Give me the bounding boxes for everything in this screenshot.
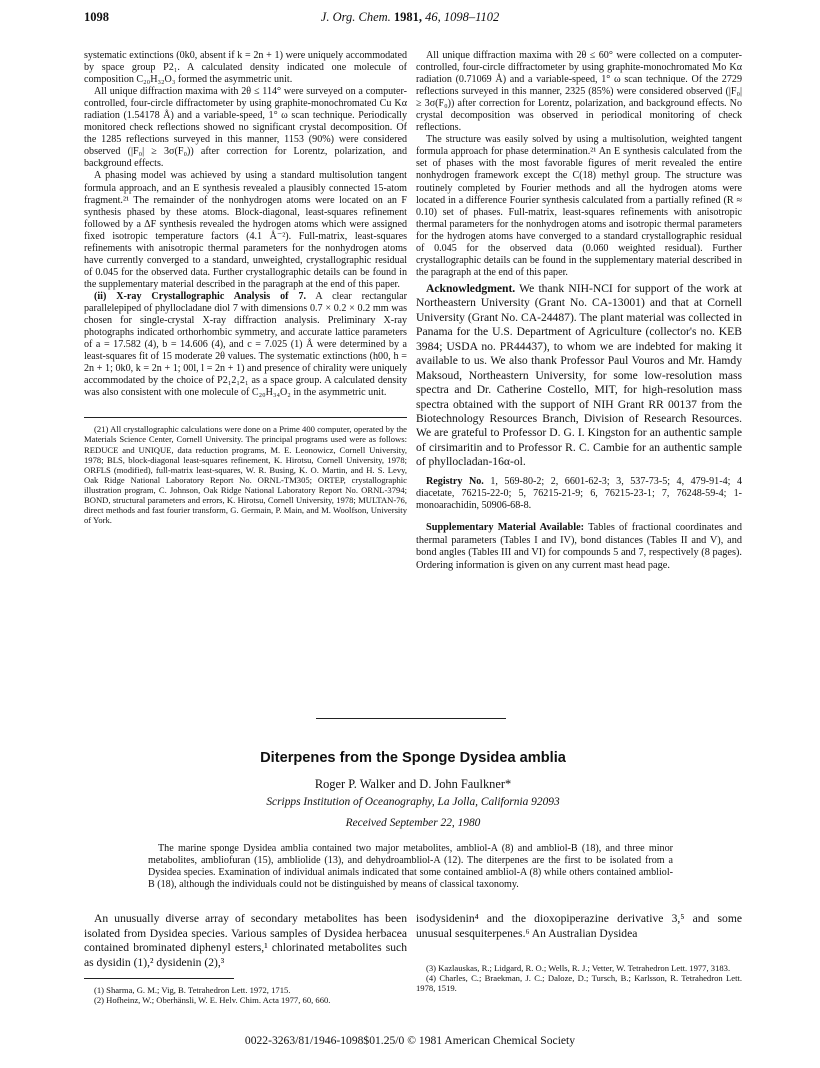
received-date: Received September 22, 1980 <box>345 817 481 829</box>
footnote-rule <box>84 978 234 979</box>
paragraph: The structure was easily solved by using a multisolution, weighted tangent formula approach for phase determination.²¹ An E synthesis calculated from the set of phases with the most favorable figures of merit revealed the entire nonhydrogen framework except the C(18) methyl group. The structure was routinely completed by Fourier methods and all the hydrogen atoms were located in a difference Fourier synthesis calculated from a partially refined (R ≈ 0.10) set of phases. Full-matrix, least-squares refinements with anisotropic thermal parameters for the nonhydrogen atoms and isotropic thermal parameters for the hydrogen atoms have converged to a standard crystallographic residual of 0.045 for the observed data (0.060 weighted residual). Further crystallographic details can be found in the supplementary material described in the paragraph at the end of this paper. <box>416 134 742 278</box>
footnote-3: (3) Kazlauskas, R.; Lidgard, R. O.; Wells, R. J.; Vetter, W. Tetrahedron Lett. 1977, 3183. <box>426 963 731 973</box>
footnote-4: (4) Charles, C.; Braekman, J. C.; Daloze, D.; Tursch, B.; Karlsson, R. Tetrahedron Lett. 1978, 1519. <box>416 973 742 994</box>
journal-citation: J. Org. Chem. 1981, 46, 1098–1102 <box>320 10 500 24</box>
paragraph: systematic extinctions (0k0, absent if k = 2n + 1) were uniquely accommodated by space group P2₁. A calculated density indicated one molecule of composition C₂₀H₃₂O₃ formed the asymmetric unit. <box>84 50 407 86</box>
right-column <box>416 50 742 572</box>
footnote-rule <box>84 417 407 418</box>
paragraph: All unique diffraction maxima with 2θ ≤ 114° were surveyed on a computer-controlled, four-circle diffractometer by using graphite-monochromated Cu Kα radiation (1.54178 Å) and a variable-speed, 1° ω scan technique. Periodically monitored check reflections showed no significant crystal decomposition. Of the 1285 reflections surveyed in this manner, 1153 (90%) were considered observed (|F₀| ≥ 3σ(F₀)) after correction for Lorentz, polarization, and background effects. <box>84 86 407 170</box>
left-column <box>84 50 407 525</box>
page-number: 1098 <box>84 10 109 24</box>
footnote-2: (2) Hofheinz, W.; Oberhänsli, W. E. Helv. Chim. Acta 1977, 60, 660. <box>94 995 331 1006</box>
supplementary-material: Supplementary Material Available: Tables of fractional coordinates and thermal parameters (Tables I and IV), bond distances (Tables II and V), and bond angles (Tables III and VI) for compounds 5 and 7, respectively (8 pages). Ordering information is given on any current mast head page. <box>416 521 742 571</box>
article-title: Diterpenes from the Sponge Dysidea amblia <box>260 750 566 766</box>
intro-right <box>416 912 742 993</box>
running-header <box>84 10 736 30</box>
section-heading: (ii) X-ray Crystallographic Analysis of 7. <box>94 290 307 302</box>
intro-left <box>84 912 407 1005</box>
footnote-1: (1) Sharma, G. M.; Vig, B. Tetrahedron Lett. 1972, 1715. <box>94 985 291 995</box>
paragraph: All unique diffraction maxima with 2θ ≤ 60° were collected on a computer-controlled, four-circle diffractometer by using graphite-monochromated Mo Kα radiation (0.71069 Å) and a variable-speed, 1° ω scan technique. Of the 2729 reflections surveyed in this manner, 2325 (85%) were considered observed (|F₀| ≥ 3σ(F₀)) after correction for Lorentz, polarization, and background effects. No crystal decomposition was observed in periodical monitoring of check reflections. <box>416 50 742 134</box>
paragraph: An unusually diverse array of secondary metabolites has been isolated from Dysidea species. Various samples of Dysidea herbacea contained brominated diphenyl esters,¹ chlorinated metabolites such as dysidin (1),² dysidenin (2),³ <box>84 912 407 969</box>
article-affiliation: Scripps Institution of Oceanography, La Jolla, California 92093 <box>266 796 560 808</box>
abstract: The marine sponge Dysidea amblia contained two major metabolites, ambliol-A (8) and ambliol-B (18), and three minor metabolites, ambliofuran (15), ambliolide (13), and dehydroambliol-A (12). The diterpenes are the first to be isolated from a Dysidea species. Examination of individual animals indicated that some contained ambliol-A (8) while others contained ambliol-B (18), although the individuals could not be distinguished by means of classical taxonomy. <box>148 843 673 890</box>
paragraph: (ii) X-ray Crystallographic Analysis of 7. A clear rectangular parallelepiped of phyllocladane diol 7 with dimensions 0.7 × 0.2 × 0.2 mm was chosen for single-crystal X-ray diffraction analysis. Preliminary X-ray photographs indicated orthorhombic symmetry, and accurate lattice parameters of a = 17.582 (4), b = 14.606 (4), and c = 7.025 (1) Å were determined by a least-squares fit of 15 moderate 2θ values. The systematic extinctions (h00, h = 2n + 1; 0k0, k = 2n + 1; 00l, l = 2n + 1) and presence of chirality were uniquely accommodated by the choice of P2₁2₁2₁ as a space group. A calculated density was also consistent with one molecule of C₂₀H₃₄O₂ in the asymmetric unit. <box>84 290 408 399</box>
footnote-21: (21) All crystallographic calculations were done on a Prime 400 computer, operated by the Materials Science Center, Cornell University. The principal programs used were as follows: REDUCE and UNIQUE, data reduction programs, M. E. Leonowicz, Cornell University, 1978; BLS, block-diagonal least-squares refinement, K. Hirotsu, Cornell University, 1978; ORFLS (modified), full-matrix least-squares, W. R. Busing, K. O. Martin, and H. S. Levy, Oak Ridge National Laboratory Report No. ORNL-TM305; ORTEP, crystallographic illustration program, C. Johnson, Oak Ridge National Laboratory Report No. ORNL-3794; BOND, structural parameters and errors, K. Hirotsu, Cornell University, 1978; MULTAN-76, direct methods and fast fourier transform, G. Germain, P. Main, and M. Woolfson, University of York. <box>84 424 407 526</box>
paragraph: isodysidenin⁴ and the dioxopiperazine derivative 3,⁵ and some unusual sesquiterpenes.⁶ An Australian Dysidea <box>416 912 742 940</box>
registry-numbers: Registry No. 1, 569-80-2; 2, 6601-62-3; 3, 537-73-5; 4, 479-91-4; 4 diacetate, 76215-22-0; 5, 76215-21-9; 6, 76215-23-1; 7, 76248-59-4; 1-monoarachidin, 50906-68-8. <box>416 475 742 511</box>
acknowledgment: Acknowledgment. We thank NIH-NCI for support of the work at Northeastern University (Grant No. CA-13001) and that at Cornell University (Grant No. CA-24487). The plant material was collected in Panama for the U.S. Department of Agriculture (collector's no. KEB 3984; USDA no. PR44437), to whom we are indebted for making it available to us. We also thank Professor Paul Vouros and Mr. Hamdy Maksoud, Northeastern University, for some low-resolution mass spectra and Dr. Catherine Costello, MIT, for high-resolution mass spectra obtained with the support of NIH Grant RR 00137 from the Biotechnology Resources Branch, Division of Research Resources. We are grateful to Professor D. G. I. Kingston for an authentic sample of cirsimaritin and to Professor R. C. Cambie for an authentic sample of phyllocladan-16α-ol. <box>416 281 742 469</box>
paragraph: A phasing model was achieved by using a standard multisolution tangent formula approach, and an E synthesis revealed a plausibly connected 15-atom fragment.²¹ The remainder of the nonhydrogen atoms were located on an F synthesis phased by these atoms. Block-diagonal, least-squares refinement followed by a ΔF synthesis revealed the hydrogen atoms which were assigned fixed isotropic temperature factors (4.1 Å⁻²). Full-matrix, least-squares refinements with anisotropic thermal parameters for the nonhydrogen atoms have currently converged to a standard, unweighted, crystallographic residual of 0.045 for the observed data. Further crystallographic details can be found in the supplementary material described in the paragraph at the end of this paper. <box>84 170 407 290</box>
article-authors: Roger P. Walker and D. John Faulkner* <box>314 777 512 791</box>
article-separator <box>316 718 506 719</box>
page-footer: 0022-3263/81/1946-1098$01.25/0 © 1981 American Chemical Society <box>244 1034 576 1047</box>
